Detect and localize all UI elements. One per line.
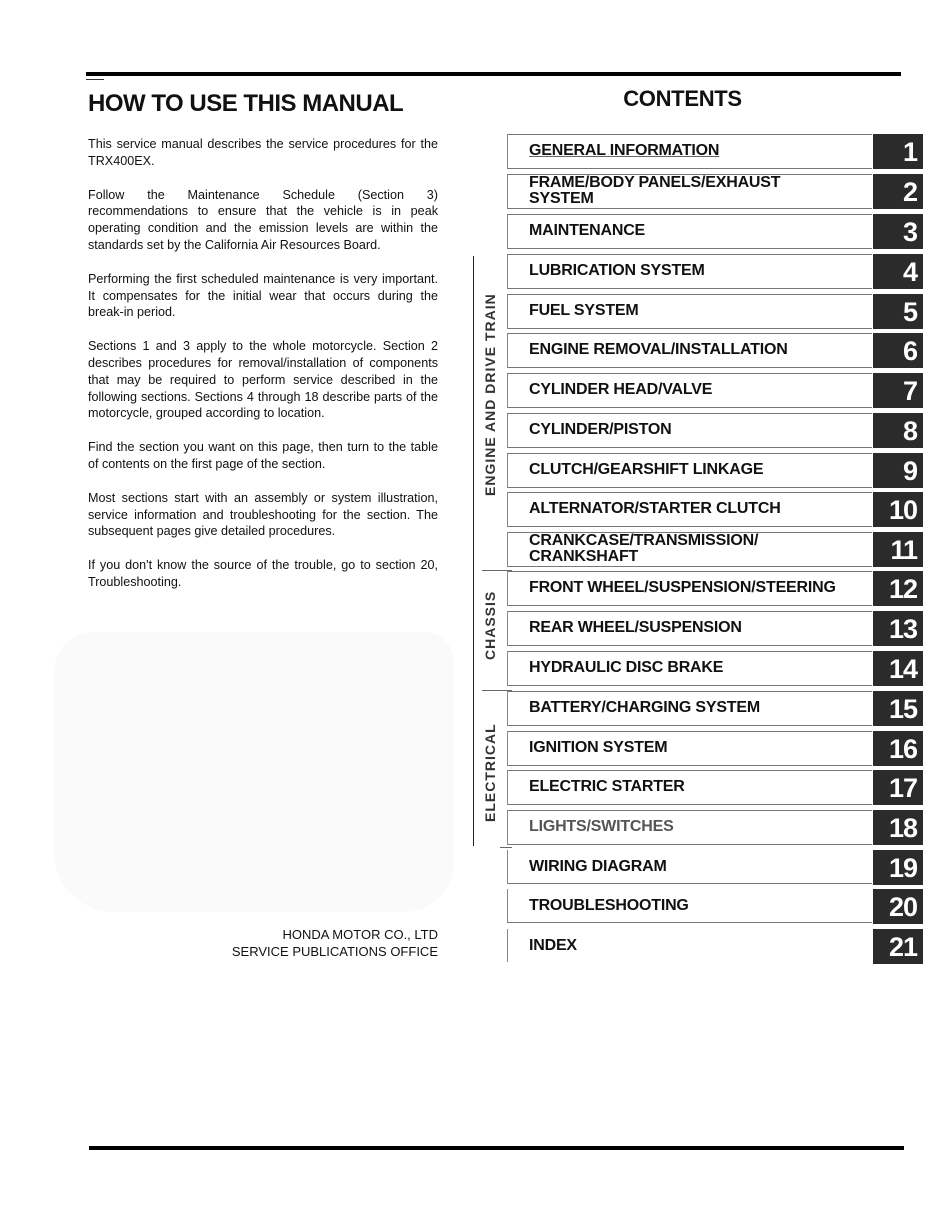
toc-label: MAINTENANCE — [529, 222, 646, 239]
toc-label: HYDRAULIC DISC BRAKE — [529, 659, 724, 676]
page-title: HOW TO USE THIS MANUAL — [88, 90, 404, 117]
toc-label: BATTERY/CHARGING SYSTEM — [529, 699, 760, 716]
toc-item-1[interactable] — [507, 134, 923, 169]
toc-item-9[interactable] — [507, 453, 923, 488]
toc-label: ALTERNATOR/STARTER CLUTCH — [529, 500, 781, 517]
section-number-badge: 2 — [873, 174, 923, 209]
section-number-badge: 18 — [873, 810, 923, 845]
toc-label: FUEL SYSTEM — [529, 302, 639, 319]
section-number-badge: 12 — [873, 571, 923, 606]
toc-item-10[interactable] — [507, 492, 923, 527]
toc-item-4[interactable] — [507, 254, 923, 289]
section-number-badge: 5 — [873, 294, 923, 329]
toc-item-21[interactable] — [507, 929, 923, 964]
toc-label: WIRING DIAGRAM — [529, 858, 667, 875]
section-number-badge: 9 — [873, 453, 923, 488]
toc-label: CYLINDER/PISTON — [529, 421, 672, 438]
toc-item-20[interactable] — [507, 889, 923, 924]
group-bar-engine — [473, 256, 474, 846]
section-number-badge: 17 — [873, 770, 923, 805]
section-number-badge: 16 — [873, 731, 923, 766]
section-number-badge: 13 — [873, 611, 923, 646]
toc-item-18[interactable] — [507, 810, 923, 845]
contents-title: CONTENTS — [623, 86, 742, 111]
paragraph-sections: Sections 1 and 3 apply to the whole motorcycle. Section 2 describes procedures for removal/installation of components that may be required to perform service described in the following sections. Sections 4 through 18 describe parts of the motorcycle, grouped according to location. — [88, 339, 438, 421]
toc-item-6[interactable] — [507, 333, 923, 368]
toc-item-3[interactable] — [507, 214, 923, 249]
toc-label: CRANKCASE/TRANSMISSION/ CRANKSHAFT — [529, 532, 759, 565]
section-number-badge: 15 — [873, 691, 923, 726]
toc-item-5[interactable] — [507, 294, 923, 329]
toc-item-7[interactable] — [507, 373, 923, 408]
publisher-office: SERVICE PUBLICATIONS OFFICE — [231, 944, 438, 959]
bottom-rule — [89, 1146, 904, 1150]
section-number-badge: 4 — [873, 254, 923, 289]
top-rule — [86, 72, 901, 76]
toc-label: INDEX — [529, 937, 577, 954]
toc-item-16[interactable] — [507, 731, 923, 766]
toc-label: CLUTCH/GEARSHIFT LINKAGE — [529, 461, 764, 478]
toc-label: ENGINE REMOVAL/INSTALLATION — [529, 341, 788, 358]
section-number-badge: 19 — [873, 850, 923, 885]
section-number-badge: 20 — [873, 889, 923, 924]
paragraph-first-maintenance: Performing the first scheduled maintenance is very important. It compensates for the initial wear that occurs during the break-in period. — [88, 271, 438, 320]
toc-item-14[interactable] — [507, 651, 923, 686]
toc-item-12[interactable] — [507, 571, 923, 606]
toc-label: REAR WHEEL/SUSPENSION — [529, 619, 742, 636]
toc-label: LUBRICATION SYSTEM — [529, 262, 705, 279]
publisher-company: HONDA MOTOR CO., LTD — [282, 927, 438, 942]
blank-area — [54, 632, 454, 912]
section-number-badge: 8 — [873, 413, 923, 448]
group-label-engine-drive-train: ENGINE AND DRIVE TRAIN — [482, 293, 498, 496]
group-label-electrical: ELECTRICAL — [482, 723, 498, 822]
toc-label: GENERAL INFORMATION — [529, 142, 720, 159]
group-divider-end — [500, 847, 512, 848]
toc-label: CYLINDER HEAD/VALVE — [529, 381, 713, 398]
toc-item-13[interactable] — [507, 611, 923, 646]
section-number-badge: 11 — [873, 532, 923, 567]
toc-item-8[interactable] — [507, 413, 923, 448]
how-to-use-section — [88, 88, 438, 608]
section-number-badge: 21 — [873, 929, 923, 964]
toc-item-11[interactable] — [507, 532, 923, 567]
publisher-credits — [200, 926, 438, 960]
toc-item-17[interactable] — [507, 770, 923, 805]
toc-item-15[interactable] — [507, 691, 923, 726]
section-number-badge: 14 — [873, 651, 923, 686]
paragraph-find-section: Find the section you want on this page, then turn to the table of contents on the first page of the section. — [88, 440, 438, 471]
toc-label: IGNITION SYSTEM — [529, 739, 668, 756]
toc-label: LIGHTS/SWITCHES — [529, 818, 674, 835]
section-number-badge: 3 — [873, 214, 923, 249]
section-number-badge: 1 — [873, 134, 923, 169]
paragraph-troubleshooting: If you don't know the source of the trouble, go to section 20, Troubleshooting. — [88, 558, 438, 589]
paragraph-intro: This service manual describes the service procedures for the TRX400EX. — [88, 137, 438, 168]
section-number-badge: 10 — [873, 492, 923, 527]
toc-item-19[interactable] — [507, 850, 923, 885]
toc-label: ELECTRIC STARTER — [529, 778, 685, 795]
section-number-badge: 6 — [873, 333, 923, 368]
toc-label: FRAME/BODY PANELS/EXHAUST SYSTEM — [529, 174, 781, 207]
toc-item-2[interactable] — [507, 174, 923, 209]
top-rule-mark — [86, 79, 104, 80]
toc-label: TROUBLESHOOTING — [529, 897, 689, 914]
paragraph-maintenance: Follow the Maintenance Schedule (Section 3) recommendations to ensure that the vehicle is in peak operating condition and the emission levels are within the standards set by the California Air Resources Board. — [88, 187, 438, 252]
toc-label: FRONT WHEEL/SUSPENSION/STEERING — [529, 579, 836, 596]
group-label-chassis: CHASSIS — [482, 590, 498, 660]
section-number-badge: 7 — [873, 373, 923, 408]
paragraph-section-structure: Most sections start with an assembly or system illustration, service information and troubleshooting for the section. The subsequent pages give detailed procedures. — [88, 490, 438, 539]
